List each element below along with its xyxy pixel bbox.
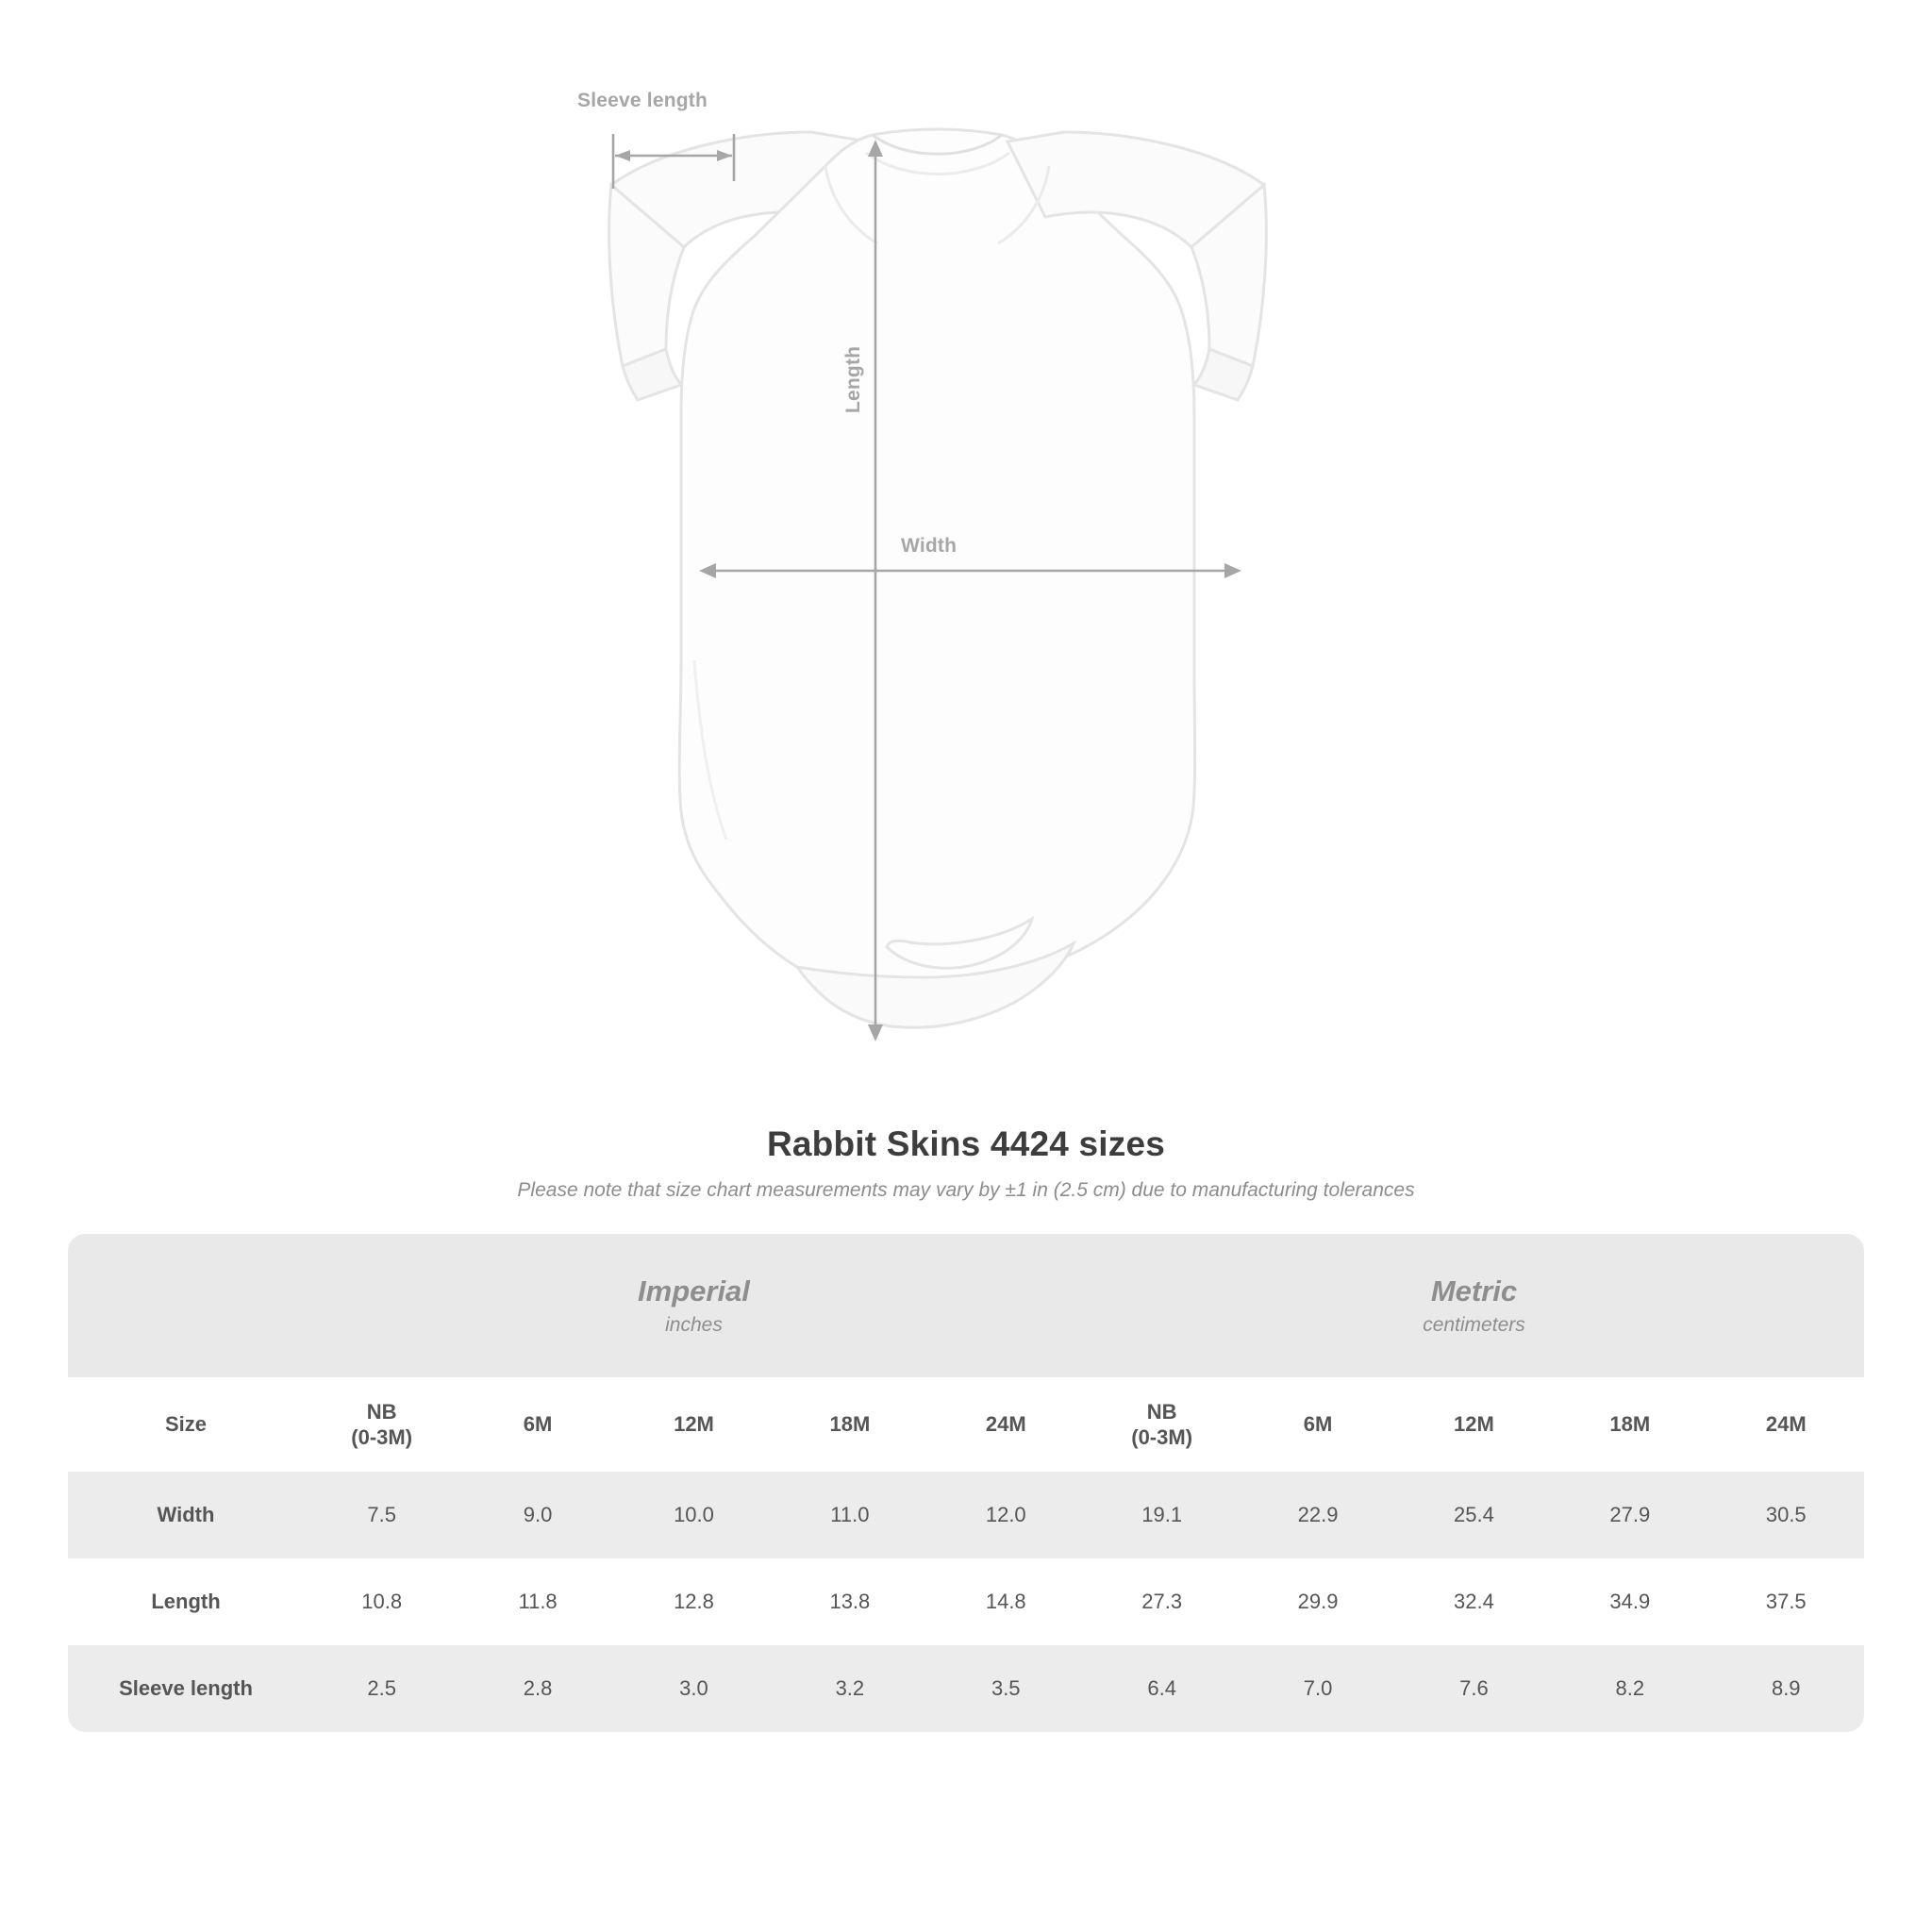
cell-width-5: 19.1 [1084, 1472, 1240, 1558]
size-header-row [68, 1377, 1864, 1472]
length-label: Length [842, 345, 864, 413]
cell-length-7: 32.4 [1396, 1558, 1552, 1645]
unit-imperial-sub: inches [665, 1313, 723, 1336]
size-col-0-line2: (0-3M) [351, 1425, 413, 1449]
size-col-1-line1: 6M [523, 1412, 553, 1437]
size-table [68, 1234, 1864, 1732]
size-col-4 [928, 1377, 1084, 1472]
unit-imperial-cell [304, 1234, 1084, 1377]
size-table-wrapper [68, 1234, 1864, 1732]
cell-width-1: 9.0 [459, 1472, 615, 1558]
title-block [0, 1124, 1932, 1202]
size-col-5 [1084, 1377, 1240, 1472]
cell-length-0: 10.8 [304, 1558, 459, 1645]
cell-length-4: 14.8 [928, 1558, 1084, 1645]
cell-sleeve-4: 3.5 [928, 1645, 1084, 1732]
size-col-2-line1: 12M [674, 1412, 714, 1437]
row-label-width: Width [68, 1472, 304, 1558]
size-col-8-line1: 18M [1609, 1412, 1651, 1437]
page-title: Rabbit Skins 4424 sizes [766, 1124, 1166, 1163]
cell-length-6: 29.9 [1240, 1558, 1395, 1645]
cell-sleeve-0: 2.5 [304, 1645, 459, 1732]
cell-sleeve-1: 2.8 [459, 1645, 615, 1732]
cell-sleeve-2: 3.0 [616, 1645, 772, 1732]
table-row [68, 1472, 1864, 1558]
size-col-9 [1708, 1377, 1864, 1472]
cell-sleeve-8: 8.2 [1552, 1645, 1707, 1732]
size-corner-label: Size [68, 1377, 304, 1472]
size-col-2 [616, 1377, 772, 1472]
unit-corner-cell [68, 1234, 304, 1377]
width-label: Width [901, 535, 958, 557]
cell-length-9: 37.5 [1708, 1558, 1864, 1645]
cell-sleeve-6: 7.0 [1240, 1645, 1395, 1732]
unit-metric-sub: centimeters [1423, 1313, 1525, 1336]
cell-width-0: 7.5 [304, 1472, 459, 1558]
size-col-3-line1: 18M [829, 1412, 871, 1437]
row-label-length: Length [68, 1558, 304, 1645]
sleeve-length-label: Sleeve length [577, 90, 708, 111]
tolerance-note: Please note that size chart measurements may vary by ±1 in (2.5 cm) due to manufacturing tolerances [517, 1179, 1415, 1201]
size-col-5-line2: (0-3M) [1131, 1425, 1193, 1449]
cell-length-3: 13.8 [772, 1558, 927, 1645]
table-row [68, 1558, 1864, 1645]
cell-sleeve-3: 3.2 [772, 1645, 927, 1732]
cell-width-4: 12.0 [928, 1472, 1084, 1558]
cell-length-1: 11.8 [459, 1558, 615, 1645]
size-col-7 [1396, 1377, 1552, 1472]
size-col-9-line1: 24M [1765, 1412, 1807, 1437]
size-col-4-line1: 24M [985, 1412, 1026, 1437]
size-col-7-line1: 12M [1454, 1412, 1494, 1437]
unit-header-row [68, 1234, 1864, 1377]
cell-width-3: 11.0 [772, 1472, 927, 1558]
cell-length-2: 12.8 [616, 1558, 772, 1645]
unit-metric-name: Metric [1430, 1274, 1518, 1308]
cell-width-6: 22.9 [1240, 1472, 1395, 1558]
cell-sleeve-5: 6.4 [1084, 1645, 1240, 1732]
cell-width-8: 27.9 [1552, 1472, 1707, 1558]
row-label-sleeve-length: Sleeve length [68, 1645, 304, 1732]
cell-width-7: 25.4 [1396, 1472, 1552, 1558]
unit-imperial-name: Imperial [638, 1274, 750, 1308]
size-col-0-line1: NB [366, 1399, 397, 1424]
cell-width-2: 10.0 [616, 1472, 772, 1558]
cell-width-9: 30.5 [1708, 1472, 1864, 1558]
table-row [68, 1645, 1864, 1732]
cell-sleeve-9: 8.9 [1708, 1645, 1864, 1732]
size-col-1 [459, 1377, 615, 1472]
size-col-6 [1240, 1377, 1395, 1472]
cell-length-5: 27.3 [1084, 1558, 1240, 1645]
size-col-3 [772, 1377, 927, 1472]
size-col-5-line1: NB [1146, 1399, 1177, 1424]
cell-length-8: 34.9 [1552, 1558, 1707, 1645]
size-col-6-line1: 6M [1303, 1412, 1333, 1437]
cell-sleeve-7: 7.6 [1396, 1645, 1552, 1732]
size-col-0 [304, 1377, 459, 1472]
unit-metric-cell [1084, 1234, 1864, 1377]
size-col-8 [1552, 1377, 1707, 1472]
